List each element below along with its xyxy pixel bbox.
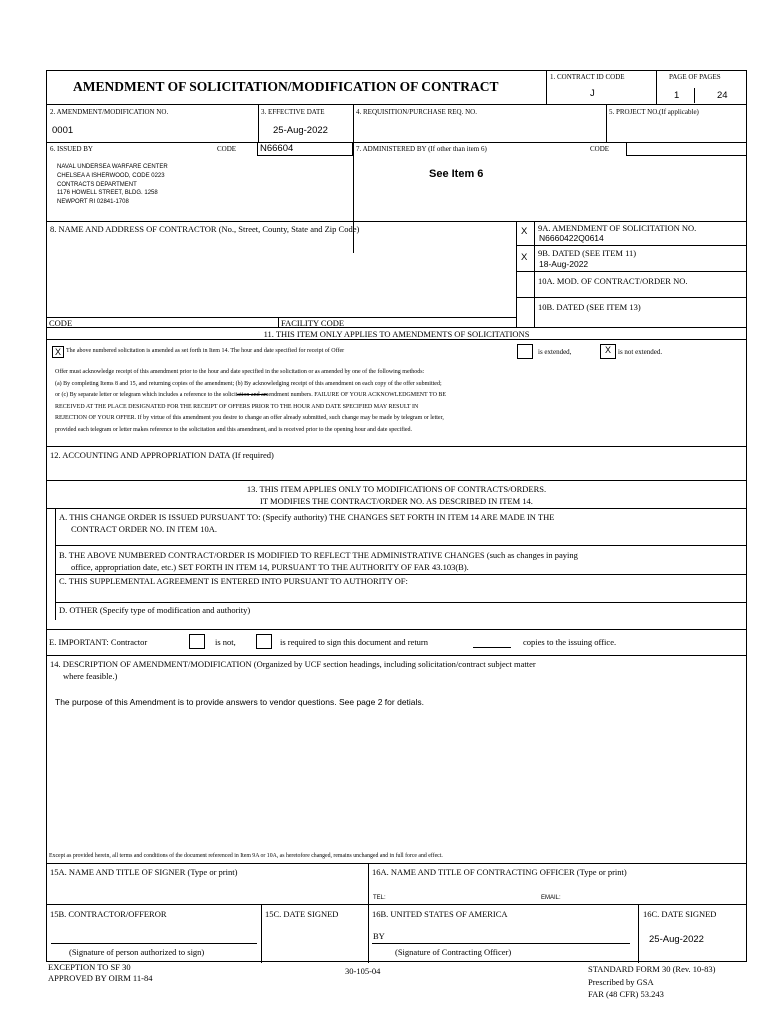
is-required-checkbox[interactable] [256,634,272,649]
except-text: Except as provided herein, all terms and conditions of the document referenced in Item 9A or 10A, as heretofore changed, remains unchanged and in full force and effect. [49,853,443,859]
requisition-label: 4. REQUISITION/PURCHASE REQ. NO. [356,108,477,116]
extended-checkbox[interactable] [517,344,533,359]
issuer-line: CHELSEA A ISHERWOOD, CODE 0223 [57,172,165,179]
is-extended-text: is extended, [538,348,572,356]
page-number: 1 [674,90,680,101]
ack-line: provided each telegram or letter makes reference to the solicitation and this amendment, and is received prior to the opening hour and date specified. [55,426,413,433]
form-number: 30-105-04 [345,966,381,976]
issuer-address [57,163,168,207]
issued-code-value: N66604 [260,143,294,154]
officer-signature-line[interactable] [372,943,630,944]
approved-text: APPROVED BY OIRM 11-84 [48,973,153,983]
item11-heading: 11. THIS ITEM ONLY APPLIES TO AMENDMENTS OF SOLICITATIONS [263,329,530,339]
label-9b: 9B. DATED (SEE ITEM 11) [538,248,637,258]
item13-c: C. THIS SUPPLEMENTAL AGREEMENT IS ENTERED INTO PURSUANT TO AUTHORITY OF: [59,576,408,586]
signer-name-label: 15A. NAME AND TITLE OF SIGNER (Type or print) [50,867,238,877]
item13-b-line: office, appropriation date, etc.) SET FORTH IN ITEM 14, PURSUANT TO THE AUTHORITY OF FAR 43.103(B). [71,562,469,572]
ack-line: or (c) By separate letter or telegram which includes a reference to the solicitation and amendment numbers. FAILURE OF YOUR ACKNOWLEDGMENT TO BE [55,392,447,399]
contractor-signature-line[interactable] [51,943,257,944]
officer-name-label: 16A. NAME AND TITLE OF CONTRACTING OFFICER (Type or print) [372,867,627,877]
amended-checkbox[interactable]: X [52,346,64,358]
exception-text: EXCEPTION TO SF 30 [48,962,131,972]
sf30-form [46,70,747,962]
administered-by-label: 7. ADMINISTERED BY (If other than item 6) [356,145,487,153]
officer-date-signed: 25-Aug-2022 [649,934,704,945]
issuer-line: NAVAL UNDERSEA WARFARE CENTER [57,164,168,170]
label-9a: 9A. AMENDMENT OF SOLICITATION NO. [538,223,697,233]
signature-person-caption: (Signature of person authorized to sign) [69,947,205,957]
tel-label: TEL: [373,895,386,901]
standard-form-text: STANDARD FORM 30 (Rev. 10-83) [588,964,716,974]
accounting-label: 12. ACCOUNTING AND APPROPRIATION DATA (If required) [50,450,274,460]
item13-b-line: B. THE ABOVE NUMBERED CONTRACT/ORDER IS MODIFIED TO REFLECT THE ADMINISTRATIVE CHANGES (such as changes in paying [59,550,578,560]
issued-by-label: 6. ISSUED BY [50,145,93,153]
item13-a-line: A. THIS CHANGE ORDER IS ISSUED PURSUANT TO: (Specify authority) THE CHANGES SET FORTH IN ITEM 14 ARE MADE IN THE [59,512,555,522]
ack-line: Offer must acknowledge receipt of this amendment prior to the hour and date specified in the solicitation or as amended by one of the following methods: [55,369,425,375]
contractor-name-label: 8. NAME AND ADDRESS OF CONTRACTOR (No., Street, County, State and Zip Code) [50,224,360,234]
value-9b: 18-Aug-2022 [539,259,589,269]
copies-return-blank[interactable] [473,647,511,648]
item13-heading-line: 13. THIS ITEM APPLIES ONLY TO MODIFICATIONS OF CONTRACTS/ORDERS. [246,484,547,494]
label-10b: 10B. DATED (SEE ITEM 13) [538,302,641,312]
contractor-offeror-label: 15B. CONTRACTOR/OFFEROR [50,909,167,919]
amendment-description: The purpose of this Amendment is to provide answers to vendor questions. See page 2 for detials. [55,697,425,707]
signature-officer-caption: (Signature of Contracting Officer) [395,947,512,957]
admin-code-box [626,142,746,156]
amended-text: The above numbered solicitation is amended as set forth in Item 14. The hour and date specified for receipt of Offer [66,348,345,354]
footer-left [48,962,152,984]
project-no-label: 5. PROJECT NO.(If applicable) [609,108,699,116]
copies-text: copies to the issuing office. [523,637,617,647]
important-label: E. IMPORTANT: Contractor [49,637,148,647]
effective-date-label: 3. EFFECTIVE DATE [261,108,325,116]
united-states-label: 16B. UNITED STATES OF AMERICA [372,909,508,919]
officer-date-signed-label: 16C. DATE SIGNED [643,909,717,919]
issuer-line: CONTRACTS DEPARTMENT [57,181,137,188]
ack-line: (a) By completing Items 8 and 15, and returning copies of the amendment; (b) By acknowledging receipt of this amendment on each copy of the offer submitted; [55,380,442,387]
item14-label-line: 14. DESCRIPTION OF AMENDMENT/MODIFICATION (Organized by UCF section headings, including solicitation/contract subject matter [50,659,536,669]
page-of-pages-label: PAGE OF PAGES [669,73,721,81]
effective-date-value: 25-Aug-2022 [273,125,328,136]
is-not-checkbox[interactable] [189,634,205,649]
is-required-text: is required to sign this document and return [280,637,429,647]
total-pages: 24 [717,90,728,101]
amendment-no-label: 2. AMENDMENT/MODIFICATION NO. [50,108,169,116]
item13-b [59,549,578,573]
contract-id-code-value: J [590,88,595,99]
item13-d: D. OTHER (Specify type of modification and authority) [59,605,251,615]
contractor-date-signed-label: 15C. DATE SIGNED [265,909,339,919]
check-9a: X [521,226,528,237]
contract-id-code-label: 1. CONTRACT ID CODE [550,73,625,81]
not-extended-checkbox[interactable]: X [600,344,616,359]
ack-line: REJECTION OF YOUR OFFER. If by virtue of this amendment you desire to change an offer already submitted, such change may be made by telegram or letter, [55,415,444,422]
item13-a [59,511,554,535]
admin-code-label: CODE [590,145,610,153]
item13-a-line: CONTRACT ORDER NO. IN ITEM 10A. [71,524,217,534]
acknowledgement-text [55,367,446,437]
contractor-code-label: CODE [49,318,73,328]
item13-heading [47,483,746,507]
administered-by-value: See Item 6 [429,168,484,180]
issuer-line: NEWPORT RI 02841-1708 [57,199,129,206]
is-not-text: is not, [215,637,236,647]
value-9a: N6660422Q0614 [539,233,604,243]
form-title: AMENDMENT OF SOLICITATION/MODIFICATION OF CONTRACT [73,79,499,94]
issued-code-label: CODE [217,145,237,153]
item13-heading-line: IT MODIFIES THE CONTRACT/ORDER NO. AS DESCRIBED IN ITEM 14. [260,496,533,506]
item14-label-line: where feasible.) [63,671,118,681]
item14-label [50,658,536,682]
by-label: BY [373,931,385,941]
facility-code-label: FACILITY CODE [281,318,345,328]
label-10a: 10A. MOD. OF CONTRACT/ORDER NO. [538,276,688,286]
far-text: FAR (48 CFR) 53.243 [588,989,664,999]
issuer-line: 1176 HOWELL STREET, BLDG. 1258 [57,190,158,197]
footer-right [588,963,715,1001]
copies-blank[interactable] [237,394,267,395]
check-9b: X [521,252,528,263]
prescribed-text: Prescribed by GSA [588,976,654,987]
is-not-extended-text: is not extended. [618,348,663,356]
ack-line: RECEIVED AT THE PLACE DESIGNATED FOR THE RECEIPT OF OFFERS PRIOR TO THE HOUR AND DATE SPECIFIED MAY RESULT IN [55,403,419,410]
email-label: EMAIL: [541,895,561,901]
amendment-no-value: 0001 [52,125,74,136]
